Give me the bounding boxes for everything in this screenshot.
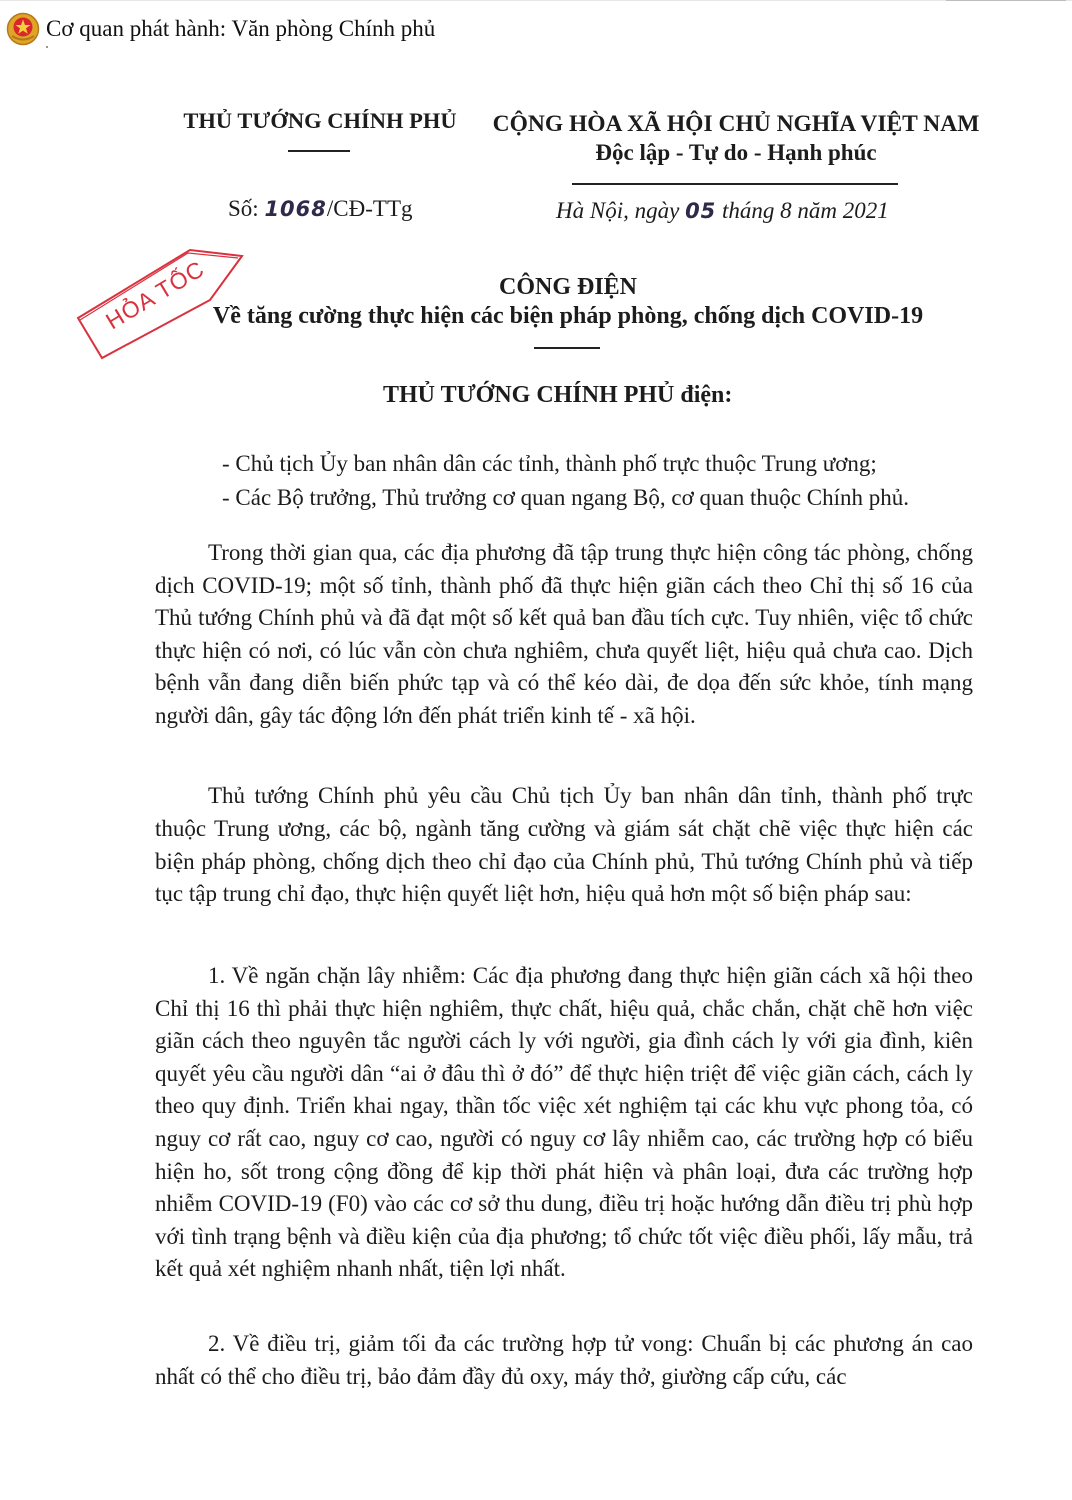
issuing-authority: THỦ TƯỚNG CHÍNH PHỦ — [183, 108, 457, 133]
date-day-handwritten: 05 — [685, 199, 717, 223]
urgent-stamp-text: HỎA TỐC — [101, 255, 209, 335]
document-date — [556, 198, 889, 224]
date-prefix: Hà Nội, ngày — [556, 198, 680, 223]
body-paragraph-item-2: 2. Về điều trị, giảm tối đa các trường hợp tử vong: Chuẩn bị các phương án cao nhất có thể cho điều trị, bảo đảm đầy đủ oxy, máy thở, giường cấp cứu, các — [155, 1331, 973, 1389]
top-corner-line — [946, 0, 1066, 1]
scan-speck — [46, 46, 48, 48]
authority-underline — [288, 150, 350, 152]
issuer-bar — [6, 12, 435, 46]
addresser-line: THỦ TƯỚNG CHÍNH PHỦ điện: — [383, 382, 733, 408]
national-title: CỘNG HÒA XÃ HỘI CHỦ NGHĨA VIỆT NAM — [492, 111, 980, 137]
date-suffix: tháng 8 năm 2021 — [722, 198, 889, 223]
document-subject: Về tăng cường thực hiện các biện pháp phòng, chống dịch COVID-19 — [212, 303, 924, 329]
recipient-line: - Chủ tịch Ủy ban nhân dân các tỉnh, thành phố trực thuộc Trung ương; — [222, 451, 877, 476]
issuer-label: Cơ quan phát hành: Văn phòng Chính phủ — [46, 16, 436, 41]
body-paragraph-item-1: 1. Về ngăn chặn lây nhiễm: Các địa phương đang thực hiện giãn cách xã hội theo Chỉ thị 16 thì phải thực hiện nghiêm, thực chất, hiệu quả, chắc chắn, chặt chẽ hơn việc giãn cách theo nguyên tắc người cách ly với người, gia đình cách ly với gia đình, kiên quyết yêu cầu người dân “ai ở đâu thì ở đó” để thực hiện triệt để việc giãn cách, cách ly theo quy định. Triển khai ngay, thần tốc việc xét nghiệm tại các khu vực phong tỏa, có nguy cơ rất cao, nguy cơ cao, người có nguy cơ lây nhiễm cao, các trường hợp có biểu hiện ho, sốt trong cộng đồng để kịp thời phát hiện và phân loại, đưa các trường hợp nhiễm COVID-19 (F0) vào các cơ sở thu dung, điều trị hoặc hướng dẫn điều trị phù hợp với tình trạng bệnh và điều kiện của địa phương; tổ chức tốt việc điều phối, lấy mẫu, trả kết quả xét nghiệm nhanh nhất, tiện lợi nhất. — [155, 963, 973, 1282]
motto-underline — [572, 183, 898, 185]
document-number-handwritten: 1068 — [264, 197, 327, 221]
body-paragraph-context: Trong thời gian qua, các địa phương đã tập trung thực hiện công tác phòng, chống dịch COVID-19; một số tỉnh, thành phố đã thực hiện giãn cách theo Chỉ thị số 16 của Thủ tướng Chính phủ và đã đạt một số kết quả ban đầu tích cực. Tuy nhiên, việc tổ chức thực hiện có nơi, có lúc vẫn còn chưa nghiêm, chưa quyết liệt, hiệu quả chưa cao. Dịch bệnh vẫn đang diễn biến phức tạp và có thể kéo dài, đe dọa đến sức khỏe, tính mạng người dân, gây tác động lớn đến phát triển kinh tế - xã hội. — [155, 540, 973, 728]
document-number — [228, 196, 413, 222]
document-number-suffix: /CĐ-TTg — [326, 196, 413, 221]
document-type: CÔNG ĐIỆN — [498, 274, 637, 300]
document-number-prefix: Số: — [228, 196, 259, 221]
top-border — [0, 0, 1072, 1]
recipient-line: - Các Bộ trưởng, Thủ trưởng cơ quan ngang Bộ, cơ quan thuộc Chính phủ. — [222, 485, 910, 510]
body-paragraph-directive: Thủ tướng Chính phủ yêu cầu Chủ tịch Ủy ban nhân dân tỉnh, thành phố trực thuộc Trung ương, các bộ, ngành tăng cường và giám sát chặt chẽ việc thực hiện các biện pháp phòng, chống dịch theo chỉ đạo của Chính phủ, Thủ tướng Chính phủ và tiếp tục tập trung chỉ đạo, thực hiện quyết liệt hơn, hiệu quả hơn một số biện pháp sau: — [155, 783, 973, 907]
national-motto: Độc lập - Tự do - Hạnh phúc — [595, 140, 877, 165]
subject-underline — [534, 347, 600, 349]
national-emblem-icon — [6, 12, 40, 46]
